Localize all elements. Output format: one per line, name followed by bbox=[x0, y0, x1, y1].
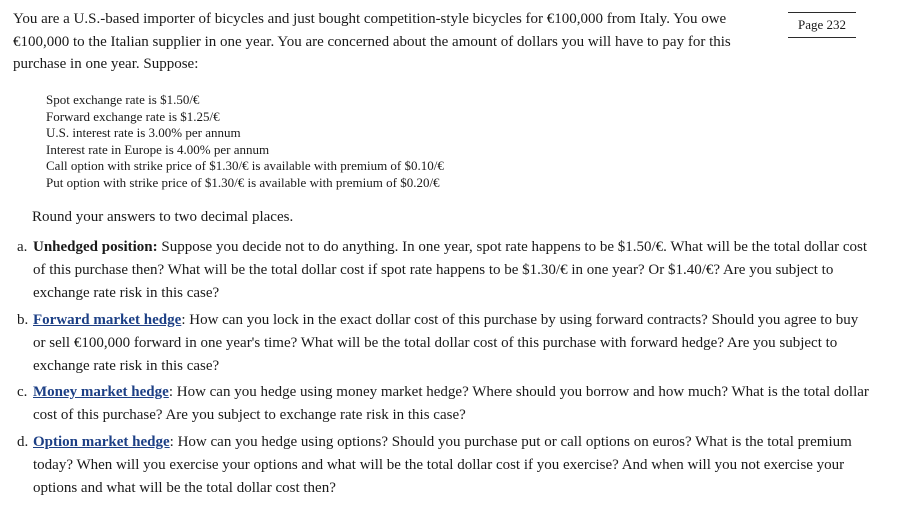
page-number-badge: Page 232 bbox=[788, 12, 856, 38]
question-d-body: : How can you hedge using options? Should you purchase put or call options on euros? What is the total premium today? When will you exercise your options and what will be the total dollar cost if you exercise? And when will you not exercise your options and what will be the total dollar cost then? bbox=[33, 433, 852, 496]
given-spot-rate: Spot exchange rate is $1.50/€ bbox=[46, 92, 200, 107]
forward-market-hedge-link[interactable]: Forward market hedge bbox=[33, 311, 182, 328]
question-d bbox=[13, 431, 873, 500]
question-b-body: : How can you lock in the exact dollar cost of this purchase by using forward contracts? Should you agree to buy or sell €100,000 forward in one year's time? What will be the total dollar cost of this purchase with forward hedge? Are you subject to exchange rate risk in this case? bbox=[33, 311, 859, 374]
given-values-list bbox=[46, 92, 444, 192]
question-letter: d. bbox=[17, 433, 29, 450]
money-market-hedge-link[interactable]: Money market hedge bbox=[33, 384, 169, 400]
question-b bbox=[13, 309, 873, 378]
given-put-option: Put option with strike price of $1.30/€ is available with premium of $0.20/€ bbox=[46, 174, 440, 190]
question-c bbox=[13, 381, 873, 427]
rounding-instruction: Round your answers to two decimal places. bbox=[32, 209, 294, 225]
question-a-heading: Unhedged position: bbox=[33, 239, 158, 255]
question-c-body: : How can you hedge using money market hedge? Where should you borrow and how much? What is the total dollar cost of this purchase? Are you subject to exchange rate risk in this case? bbox=[33, 384, 869, 423]
question-letter: a. bbox=[17, 239, 28, 255]
given-europe-interest-rate: Interest rate in Europe is 4.00% per annum bbox=[46, 141, 270, 157]
question-letter: c. bbox=[17, 384, 28, 400]
given-us-interest-rate: U.S. interest rate is 3.00% per annum bbox=[46, 125, 241, 141]
option-market-hedge-link[interactable]: Option market hedge bbox=[33, 433, 170, 450]
question-list bbox=[13, 236, 873, 503]
given-call-option: Call option with strike price of $1.30/€ is available with premium of $0.10/€ bbox=[46, 158, 444, 174]
given-forward-rate: Forward exchange rate is $1.25/€ bbox=[46, 108, 220, 124]
question-a bbox=[13, 236, 873, 305]
question-letter: b. bbox=[17, 311, 29, 328]
question-a-body: Suppose you decide not to do anything. In one year, spot rate happens to be $1.50/€. What will be the total dollar cost of this purchase then? What will be the total dollar cost if spot rate happens to be $1.30/€ in one year? Or $1.40/€? Are you subject to exchange rate risk in this case? bbox=[33, 239, 868, 301]
intro-paragraph: You are a U.S.-based importer of bicycles and just bought competition-style bicycles for €100,000 from Italy. You owe €100,000 to the Italian supplier in one year. You are concerned about the amount of dollars you will have to pay for this purchase in one year. Suppose: bbox=[13, 11, 731, 72]
problem-intro bbox=[13, 8, 773, 76]
